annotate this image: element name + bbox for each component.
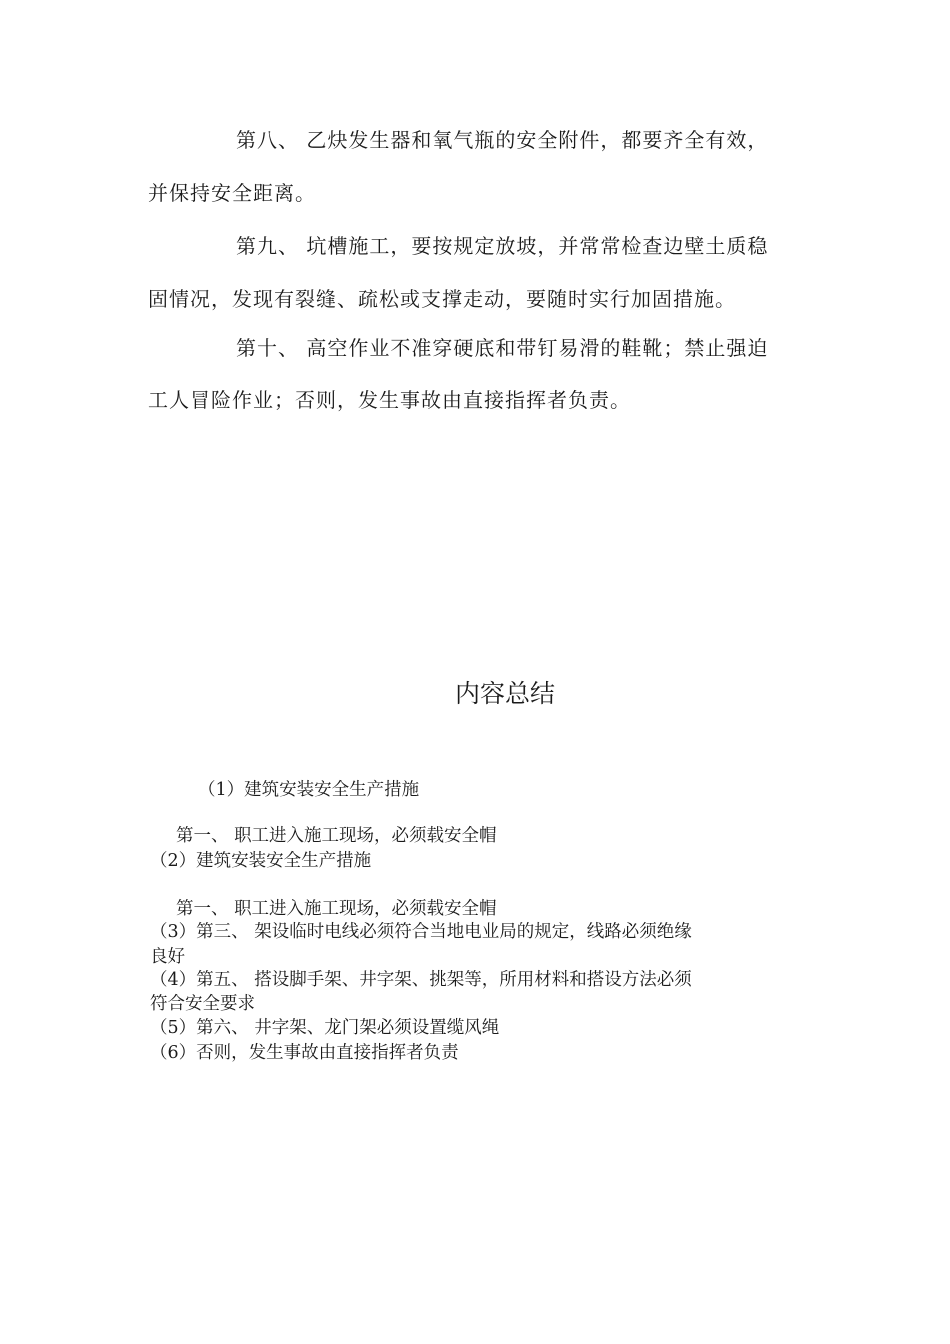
paragraph-9-line-1: 第九、 坑槽施工，要按规定放坡，并常常检查边壁土质稳: [236, 234, 769, 258]
summary-line-2: 第一、 职工进入施工现场，必须载安全帽: [176, 826, 497, 846]
paragraph-10-line-1: 第十、 高空作业不准穿硬底和带钉易滑的鞋靴；禁止强迫: [236, 336, 769, 360]
paragraph-10-line-2: 工人冒险作业；否则，发生事故由直接指挥者负责。: [148, 388, 631, 412]
summary-line-10: （6）否则，发生事故由直接指挥者负责: [150, 1043, 459, 1063]
summary-line-4: 第一、 职工进入施工现场，必须载安全帽: [176, 899, 497, 919]
paragraph-8-line-1: 第八、 乙炔发生器和氧气瓶的安全附件，都要齐全有效，: [236, 128, 769, 152]
paragraph-8-line-2: 并保持安全距离。: [148, 181, 316, 205]
summary-line-3: （2）建筑安装安全生产措施: [150, 851, 372, 871]
summary-line-8: 符合安全要求: [150, 994, 255, 1014]
summary-line-5: （3）第三、 架设临时电线必须符合当地电业局的规定，线路必须绝缘: [150, 922, 692, 942]
paragraph-9-line-2: 固情况，发现有裂缝、疏松或支撑走动，要随时实行加固措施。: [148, 287, 736, 311]
summary-line-6: 良好: [150, 947, 185, 967]
summary-title: 内容总结: [454, 679, 555, 708]
summary-line-9: （5）第六、 井字架、龙门架必须设置缆风绳: [150, 1018, 500, 1038]
summary-line-1: （1）建筑安装安全生产措施: [198, 780, 420, 800]
summary-line-7: （4）第五、 搭设脚手架、井字架、挑架等，所用材料和搭设方法必须: [150, 970, 692, 990]
